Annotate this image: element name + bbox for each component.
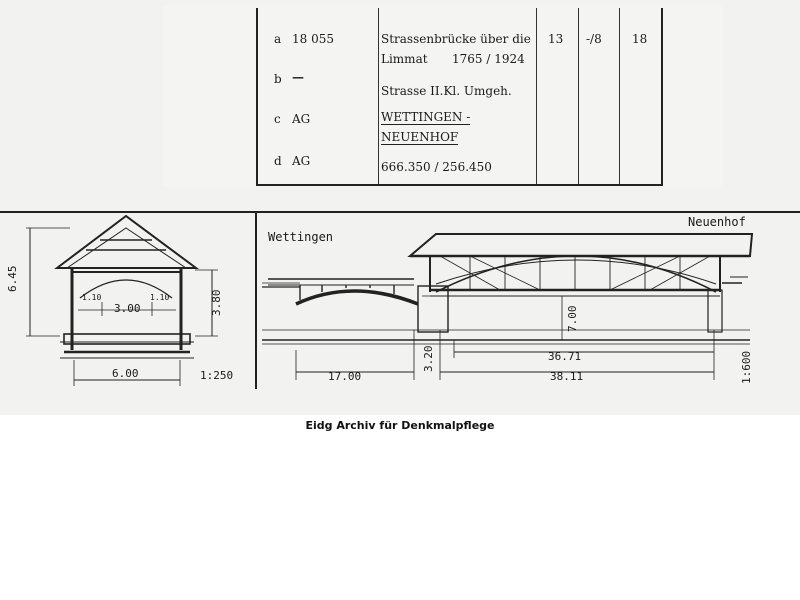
dim-span-main: 38.11 xyxy=(550,370,584,383)
description-road-class: Strasse II.Kl. Umgeh. xyxy=(381,84,512,98)
dim-width: 6.00 xyxy=(112,367,139,380)
row-key-d: d xyxy=(274,154,282,168)
cross-section-drawing xyxy=(26,216,218,386)
description-name: Limmat xyxy=(381,52,428,66)
row-key-b: b xyxy=(274,72,282,86)
col2-value: -/8 xyxy=(586,32,602,46)
dim-carriageway: 3.00 xyxy=(114,302,141,315)
dim-right-lane: 1.10 xyxy=(150,293,170,302)
dim-pier: 3.20 xyxy=(422,345,435,372)
row-key-c: c xyxy=(274,112,281,126)
col1-value: 13 xyxy=(548,32,564,46)
description-years: 1765 / 1924 xyxy=(452,52,525,66)
row-code-b: — xyxy=(292,70,304,84)
row-code-a: 18 055 xyxy=(292,32,334,46)
scale-cross-section: 1:250 xyxy=(200,369,234,382)
scale-elevation: 1:600 xyxy=(740,350,753,384)
bank-label-neuenhof: Neuenhof xyxy=(688,215,746,229)
row-key-a: a xyxy=(274,32,282,46)
place-wettingen: WETTINGEN - xyxy=(381,110,471,124)
bank-label-wettingen: Wettingen xyxy=(268,230,334,244)
row-code-c: AG xyxy=(292,112,311,126)
dim-height-clear: 3.80 xyxy=(210,289,223,316)
dim-clearance: 7.00 xyxy=(566,305,579,332)
dim-left-lane: 1.10 xyxy=(82,293,102,302)
row-code-d: AG xyxy=(292,154,311,168)
col3-value: 18 xyxy=(632,32,648,46)
dim-span-left: 17.00 xyxy=(328,370,362,383)
description-line1: Strassenbrücke über die xyxy=(381,32,531,46)
elevation-drawing xyxy=(262,234,752,380)
place-neuenhof: NEUENHOF xyxy=(381,130,459,144)
coordinates: 666.350 / 256.450 xyxy=(381,160,492,174)
archive-caption: Eidg Archiv für Denkmalpflege xyxy=(305,419,495,432)
dim-span-inner: 36.71 xyxy=(548,350,582,363)
dim-height-total: 6.45 xyxy=(6,265,19,292)
